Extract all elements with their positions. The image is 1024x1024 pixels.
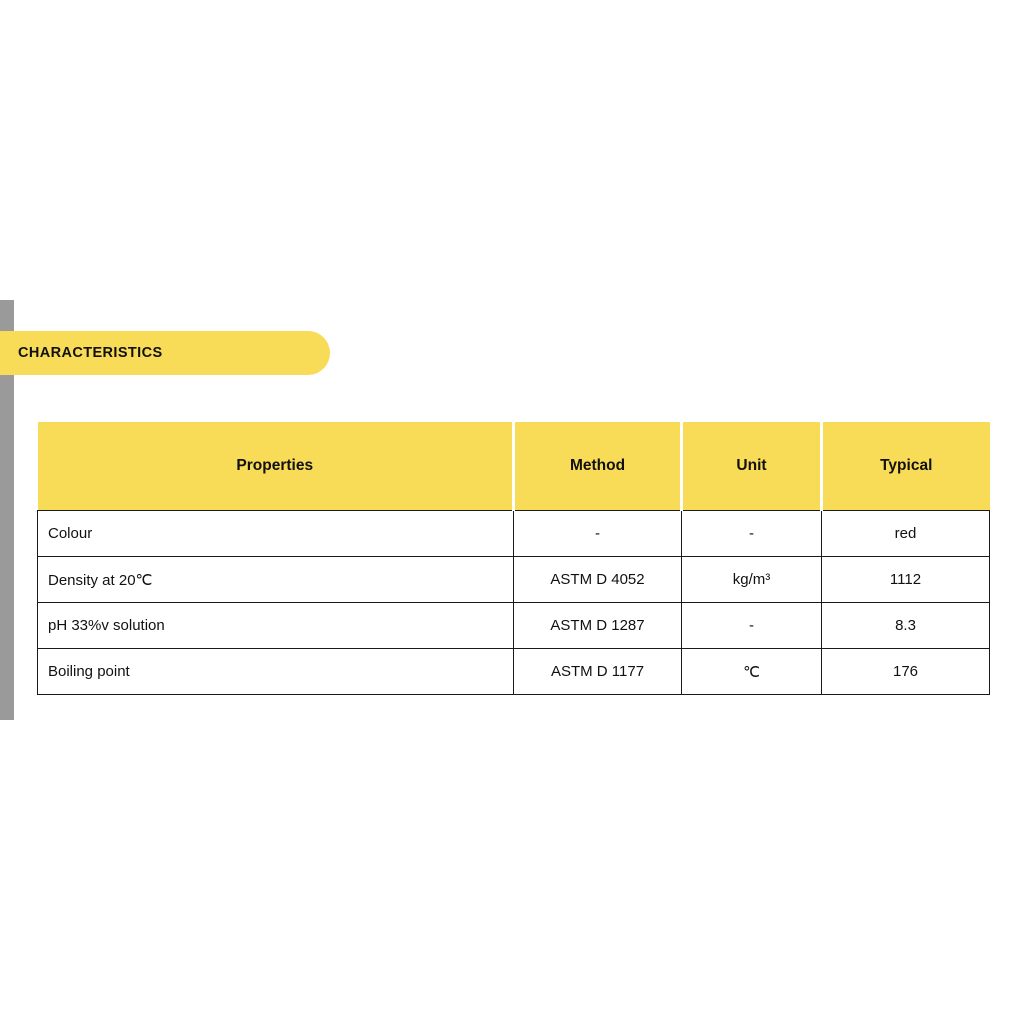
cell-typical: red (822, 511, 990, 557)
cell-unit: - (682, 511, 822, 557)
characteristics-table (37, 422, 990, 695)
cell-typical: 176 (822, 649, 990, 695)
cell-unit: - (682, 603, 822, 649)
column-header-properties: Properties (38, 422, 514, 511)
section-tab-characteristics (0, 331, 330, 375)
cell-typical: 1112 (822, 557, 990, 603)
cell-properties: Colour (38, 511, 514, 557)
characteristics-table-container (37, 422, 989, 695)
cell-method: ASTM D 4052 (514, 557, 682, 603)
cell-properties: pH 33%v solution (38, 603, 514, 649)
cell-typical: 8.3 (822, 603, 990, 649)
table-row (38, 603, 990, 649)
cell-unit: kg/m³ (682, 557, 822, 603)
cell-method: ASTM D 1287 (514, 603, 682, 649)
section-tab-label: CHARACTERISTICS (18, 345, 163, 361)
column-header-method: Method (514, 422, 682, 511)
cell-method: - (514, 511, 682, 557)
cell-properties: Boiling point (38, 649, 514, 695)
column-header-unit: Unit (682, 422, 822, 511)
table-row (38, 511, 990, 557)
table-row (38, 557, 990, 603)
cell-properties: Density at 20℃ (38, 557, 514, 603)
table-header-row (38, 422, 990, 511)
table-row (38, 649, 990, 695)
cell-method: ASTM D 1177 (514, 649, 682, 695)
column-header-typical: Typical (822, 422, 990, 511)
cell-unit: ℃ (682, 649, 822, 695)
